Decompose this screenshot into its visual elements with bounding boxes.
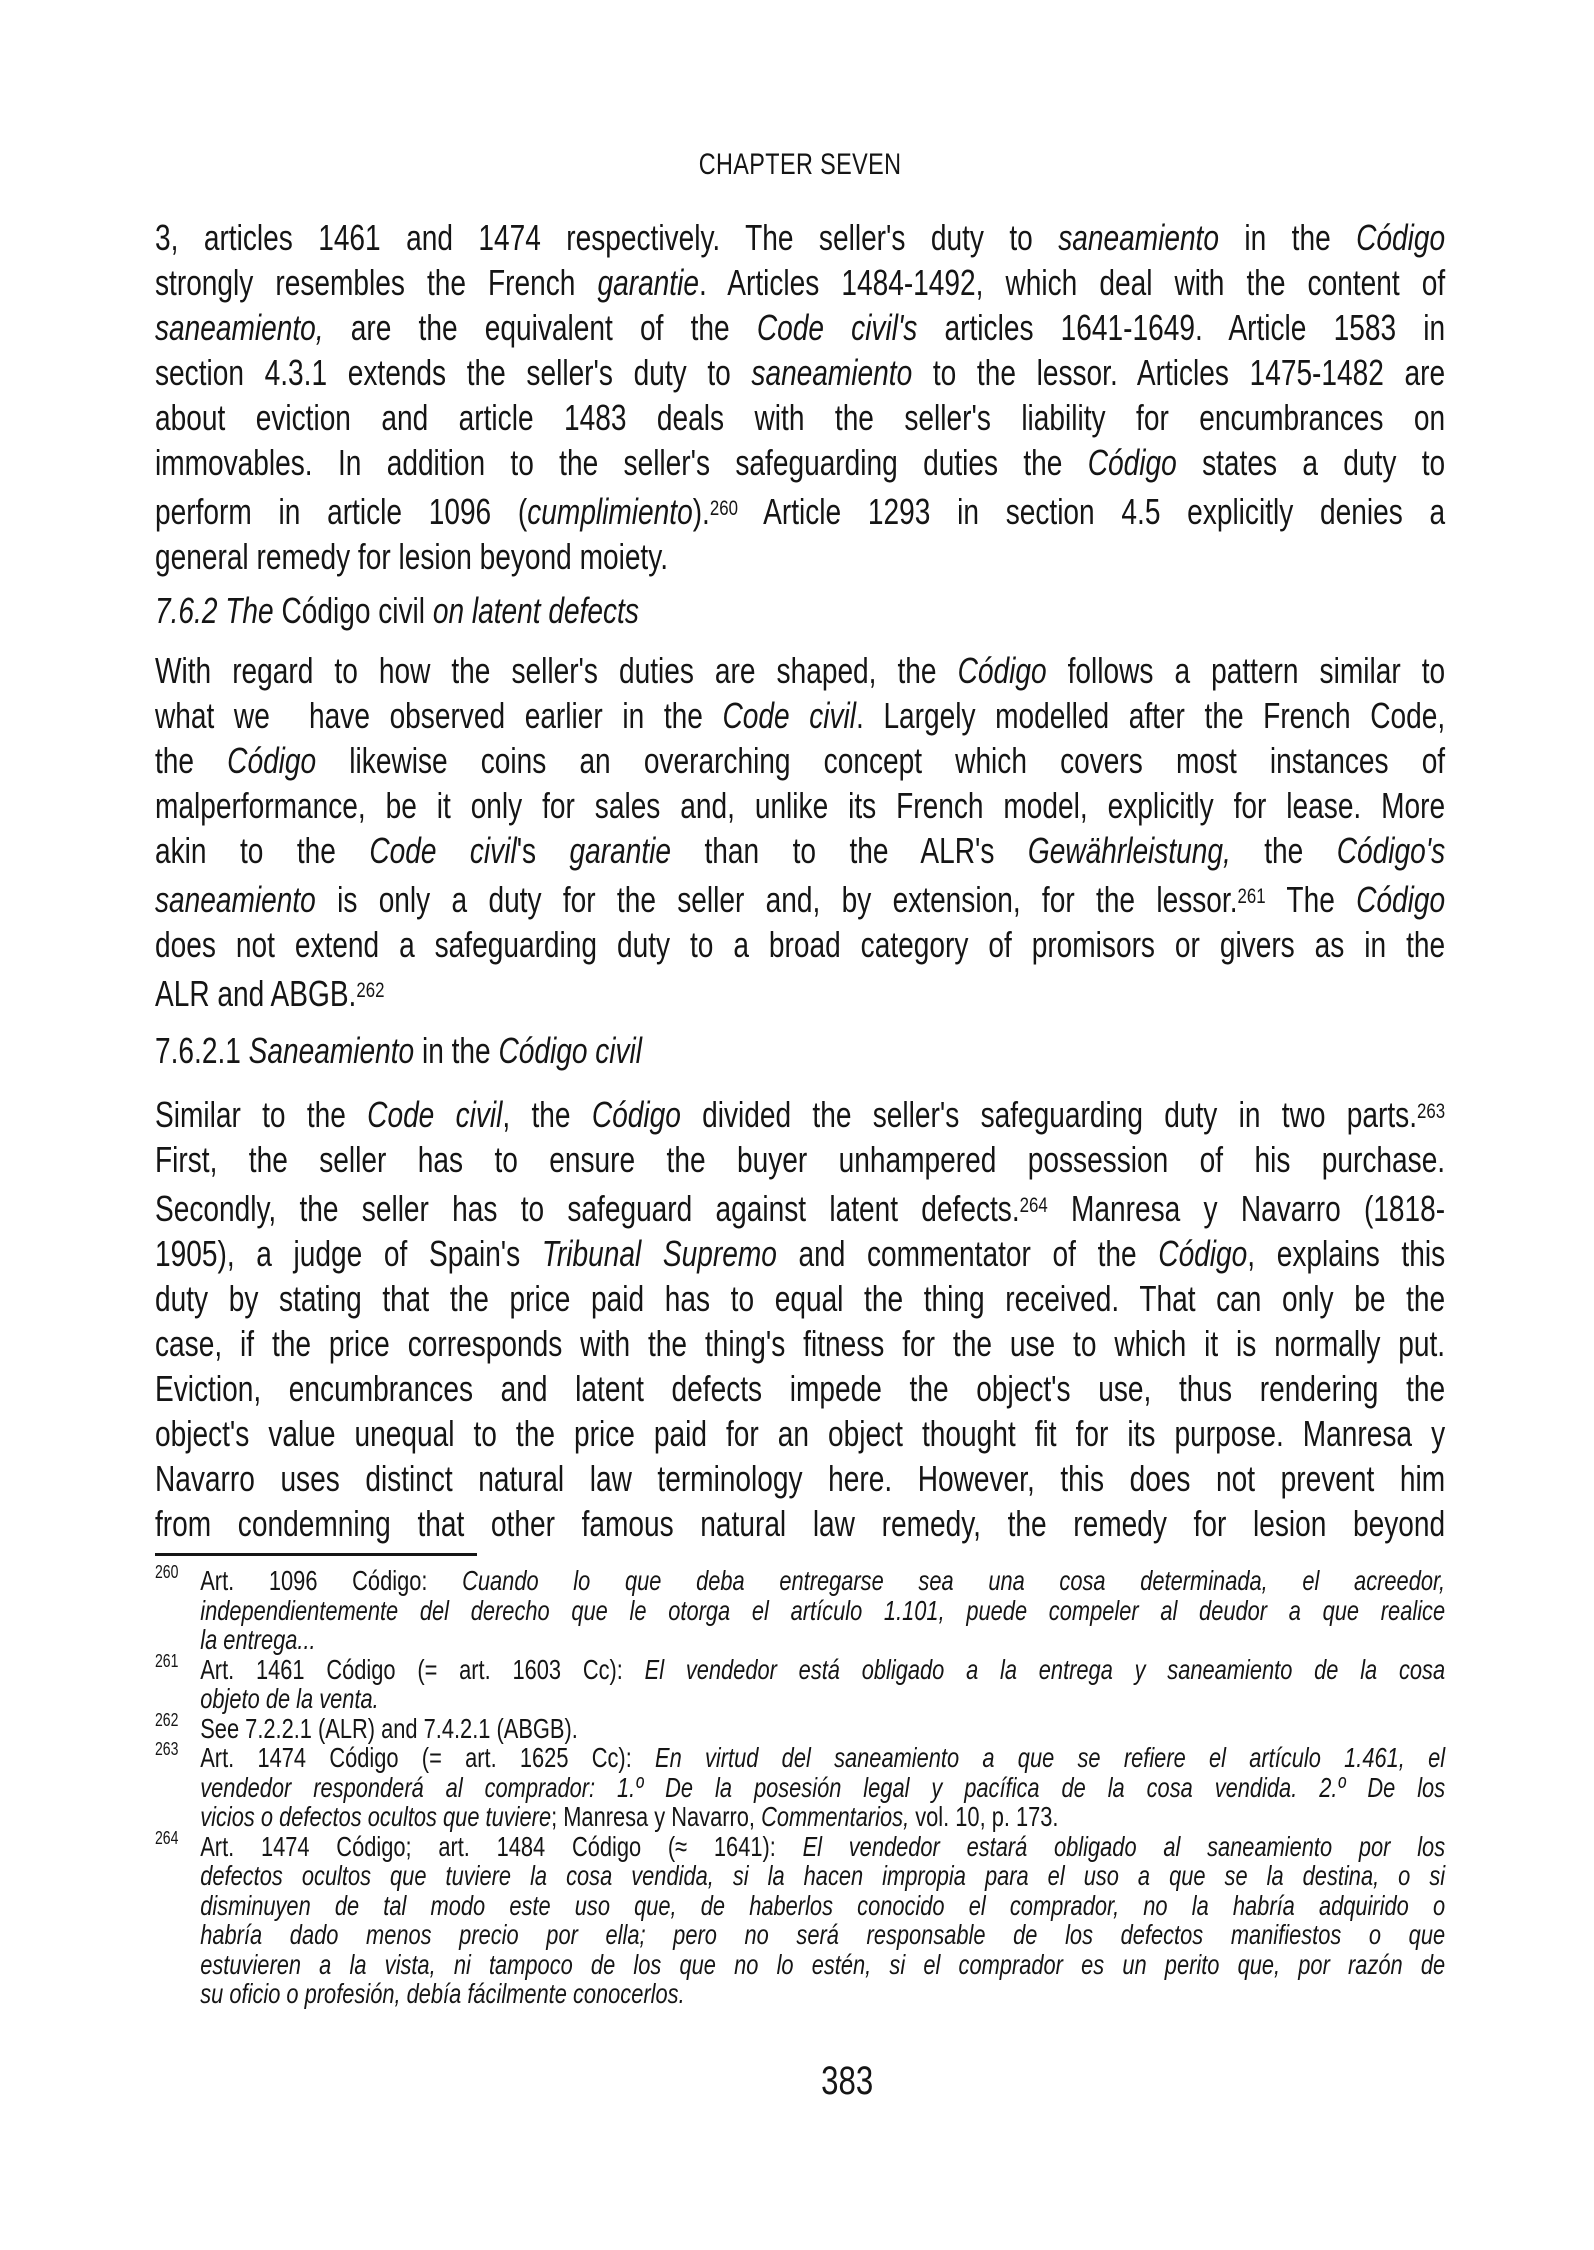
text-line: object's value unequal to the price paid for an object thought fit for its purpose. Manresa y xyxy=(155,1413,1446,1455)
text-line: what we have observed earlier in the Code civil. Largely modelled after the French Code, xyxy=(155,695,1446,736)
text-line: Art. 1474 Código (= art. 1625 Cc): En virtud del saneamiento a que se refiere el artículo 1.461, el xyxy=(200,1742,1446,1773)
text-line: general remedy for lesion beyond moiety. xyxy=(155,536,668,578)
footnote-number: 261 xyxy=(155,1650,179,1671)
footnote xyxy=(155,1827,1446,2009)
text-line: vicios o defectos ocultos que tuviere; Manresa y Navarro, Commentarios, vol. 10, p. 173. xyxy=(200,1801,1059,1832)
footnote-number: 264 xyxy=(155,1827,179,1848)
footnote-number: 263 xyxy=(155,1739,179,1759)
text-line: Secondly, the seller has to safeguard against latent defects.$^{264}$ Manresa y Navarro (1818- xyxy=(155,1188,1446,1230)
text-line: Navarro uses distinct natural law terminology here. However, this does not prevent him xyxy=(155,1458,1446,1500)
text-line: la entrega... xyxy=(200,1624,316,1655)
text-line: 3, articles 1461 and 1474 respectively. The seller's duty to saneamiento in the Código xyxy=(155,217,1446,258)
text-line: malperformance, be it only for sales and, unlike its French model, explicitly for lease. More xyxy=(155,785,1446,826)
paragraph xyxy=(155,215,1445,579)
footnote-number: 260 xyxy=(155,1562,179,1582)
text-line: disminuyen de tal modo este uso que, de haberlos conocido el comprador, no la habría adquirido o xyxy=(200,1889,1446,1921)
text-line: 7.6.2 The Código civil on latent defects xyxy=(155,590,639,631)
text-line: akin to the Code civil's garantie than to the ALR's Gewährleistung, the Código's xyxy=(155,830,1446,871)
text-line: strongly resembles the French garantie. Articles 1484-1492, which deal with the content of xyxy=(155,262,1446,303)
paragraph xyxy=(155,1088,1445,1546)
text-line: 7.6.2.1 Saneamiento in the Código civil xyxy=(155,1030,643,1071)
footnote-separator xyxy=(155,1553,477,1556)
text-line: su oficio o profesión, debía fácilmente conocerlos. xyxy=(200,1978,685,2009)
text-line: ALR and ABGB.$^{262}$ xyxy=(155,973,385,1015)
footnote xyxy=(155,1709,1445,1744)
section-heading xyxy=(155,588,1445,633)
text-line: vendedor responderá al comprador: 1.º De la posesión legal y pacífica de la cosa vendida. 2.º De los xyxy=(200,1771,1446,1803)
text-line: First, the seller has to ensure the buyer unhampered possession of his purchase. xyxy=(155,1139,1446,1181)
footnote-ref: 262 xyxy=(356,977,385,1003)
footnote-ref: 264 xyxy=(1019,1192,1048,1218)
text-line: the Código likewise coins an overarching concept which covers most instances of xyxy=(155,740,1446,781)
text-line: See 7.2.2.1 (ALR) and 7.4.2.1 (ABGB). xyxy=(200,1712,578,1744)
footnote-ref: 261 xyxy=(1237,883,1266,908)
footnote-ref: 263 xyxy=(1417,1098,1446,1123)
page-number-label: 383 xyxy=(821,2059,874,2103)
text-line: 1905), a judge of Spain's Tribunal Supremo and commentator of the Código, explains this xyxy=(155,1233,1446,1275)
text-line: Art. 1461 Código (= art. 1603 Cc): El vendedor está obligado a la entrega y saneamiento de la cosa xyxy=(200,1653,1446,1685)
text-line: from condemning that other famous natural law remedy, the remedy for lesion beyond xyxy=(155,1503,1446,1545)
section-heading xyxy=(155,1028,1445,1073)
text-line: section 4.3.1 extends the seller's duty to saneamiento to the lessor. Articles 1475-1482 are xyxy=(155,352,1446,393)
text-line: immovables. In addition to the seller's safeguarding duties the Código states a duty to xyxy=(155,442,1446,483)
footnote xyxy=(155,1650,1446,1714)
text-line: independientemente del derecho que le otorga el artículo 1.101, puede compeler al deudor a que realice xyxy=(200,1594,1446,1626)
text-line: objeto de la venta. xyxy=(200,1683,379,1714)
text-line: habría dado menos precio por ella; pero no será responsable de los defectos manifiestos o que xyxy=(200,1919,1446,1950)
footnotes-section xyxy=(155,1562,1446,2009)
page-number xyxy=(155,2059,1445,2103)
text-line: estuvieren a la vista, ni tampoco de los que no lo estén, si el comprador es un perito que, por razón de xyxy=(200,1948,1446,1980)
text-line: saneamiento is only a duty for the seller and, by extension, for the lessor.$^{261}$ The Código xyxy=(155,879,1446,921)
footnote-number: 262 xyxy=(155,1709,179,1730)
footnote-ref: 260 xyxy=(709,495,738,520)
paragraph xyxy=(155,648,1445,1016)
text-line: saneamiento, are the equivalent of the Code civil's articles 1641-1649. Article 1583 in xyxy=(155,307,1446,348)
text-line: perform in article 1096 (cumplimiento).$^{260}$ Article 1293 in section 4.5 explicitly denies a xyxy=(155,491,1446,533)
text-line: Eviction, encumbrances and latent defects impede the object's use, thus rendering the xyxy=(155,1368,1446,1410)
text-line: duty by stating that the price paid has to equal the thing received. That can only be the xyxy=(155,1278,1446,1320)
text-line: Art. 1474 Código; art. 1484 Código (≈ 1641): El vendedor estará obligado al saneamiento por los xyxy=(200,1830,1446,1862)
text-line: Art. 1096 Código: Cuando lo que deba entregarse sea una cosa determinada, el acreedor, xyxy=(200,1565,1446,1596)
text-line: Similar to the Code civil, the Código divided the seller's safeguarding duty in two parts.$^{263}$ xyxy=(155,1094,1446,1136)
chapter-header-label: CHAPTER SEVEN xyxy=(698,148,902,181)
text-line: does not extend a safeguarding duty to a broad category of promisors or givers as in the xyxy=(155,924,1446,966)
text-line: case, if the price corresponds with the thing's fitness for the use to which it is normally put. xyxy=(155,1323,1446,1365)
text-line: about eviction and article 1483 deals with the seller's liability for encumbrances on xyxy=(155,397,1446,438)
chapter-header xyxy=(155,147,1445,183)
text-line: defectos ocultos que tuviere la cosa vendida, si la hacen impropia para el uso a que se la destina, o si xyxy=(200,1860,1446,1891)
text-line: With regard to how the seller's duties are shaped, the Código follows a pattern similar to xyxy=(155,650,1446,691)
footnote xyxy=(155,1739,1446,1832)
footnote xyxy=(155,1562,1446,1655)
